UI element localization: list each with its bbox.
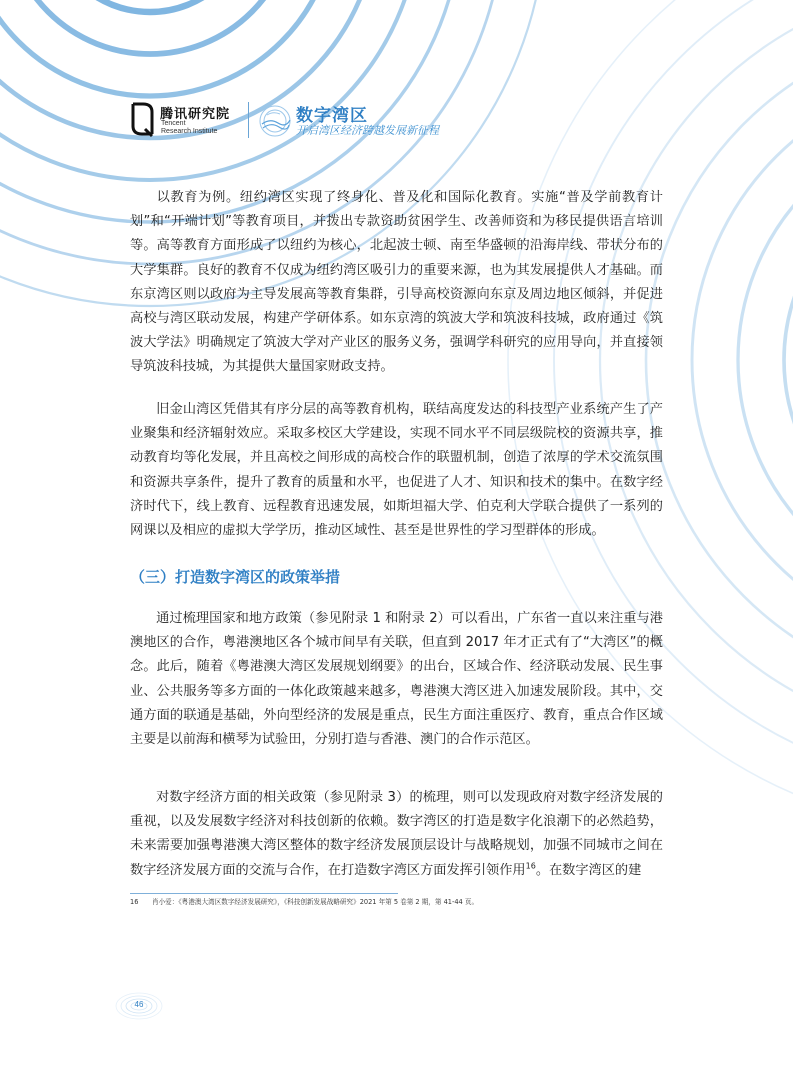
org-name-en-line2: Research Institute [161,128,218,135]
wave-ring [6,0,294,54]
wave-ring [48,0,252,12]
document-title: 数字湾区 [296,106,368,126]
paragraph-text: 旧金山湾区凭借其有序分层的高等教育机构，联结高度发达的科技型产业系统产生了产业聚集和经济辐射效应。采取多校区大学建设，实现不同水平不同层级院校的资源共享，推动教育均等化发展，并且高校之间形成的高校合作的联盟机制，创造了浓厚的学术交流氛围和资源共享条件，提升了教育的质量和水平，也促进了人才、知识和技术的集中。在数字经济时代下，线上教育、远程教育迅速发展，如斯坦福大学、伯克利大学联合提供了一系列的网课以及相应的虚拟大学学历，推动区域性、甚至是世界性的学习型群体的形成。 [130,402,663,539]
wave-ring [646,26,793,694]
footnote-number: 16 [130,898,139,906]
tencent-research-logo-icon [130,100,156,138]
footnote-divider [130,893,398,894]
document-subtitle: 开启湾区经济跨越发展新征程 [296,124,439,137]
wave-ring [0,0,336,96]
body-paragraph [130,786,663,883]
wave-ring [784,164,793,556]
body-paragraph [130,186,663,380]
page-header [130,100,550,144]
org-name-cn: 腾讯研究院 [160,107,231,122]
paragraph-text: 以教育为例。纽约湾区实现了终身化、普及化和国际化教育。实施“普及学前教育计划”和“开端计划”等教育项目，并拨出专款资助贫困学生、改善师资和为移民提供语言培训等。高等教育方面形成了以纽约为核心，北起波士顿、南至华盛顿的沿海岸线、带状分布的大学集群。良好的教育不仅成为纽约湾区吸引力的重要来源，也为其发展提供人才基础。而东京湾区则以政府为主导发展高等教育集群，引导高校资源向东京及周边地区倾斜，并促进高校与湾区联动发展，构建产学研体系。如东京湾的筑波大学和筑波科技城，政府通过《筑波大学法》明确规定了筑波大学对产业区的服务义务，强调学科研究的应用导向，并直接领导筑波科技城，为其提供大量国家财政支持。 [130,190,663,375]
page-number: 46 [134,1000,144,1009]
wave-ring [692,72,793,648]
paragraph-text: 对数字经济方面的相关政策（参见附录 3）的梳理，则可以发现政府对数字经济发展的重视，以及发展数字经济对科技创新的依赖。数字湾区的打造是数字化浪潮下的必然趋势，未来需要加强粤港澳大湾区整体的数字经济发展顶层设计与战略规划，加强不同城市之间在数字经济发展方面的交流与合作，在打造数字湾区方面发挥引领作用 [130,790,663,878]
body-paragraph [130,398,663,543]
footnote-reference: 16 [525,861,536,871]
header-divider [248,102,249,138]
wave-ring [0,0,420,180]
section-heading: （三）打造数字湾区的政策举措 [130,568,341,586]
footnote-text: 肖小爱：《粤港澳大湾区数字经济发展研究》，《科技创新发展战略研究》2021 年第 5 卷第 2 期，第 41-44 页。 [152,898,479,906]
body-paragraph [130,607,663,752]
page-number-badge [115,992,163,1020]
paragraph-text-continued: 。在数字湾区的建 [535,862,642,878]
paragraph-text: 通过梳理国家和地方政策（参见附录 1 和附录 2）可以看出，广东省一直以来注重与港澳地区的合作，粤港澳地区各个城市间早有关联，但直到 2017 年才正式有了“大湾区”的概念。此后，随着《粤港澳大湾区发展规划纲要》的出台，区域合作、经济联动发展、民生事业、公共服务等多方面的一体化政策越来越多，粤港澳大湾区进入加速发展阶段。其中，交通方面的联通是基础，外向型经济的发展是重点，民生方面注重医疗、教育，重点合作区域主要是以前海和横琴为试验田，分别打造与香港、澳门的合作示范区。 [130,611,663,748]
footnote [130,896,478,906]
bay-area-emblem-icon [258,104,292,138]
wave-ring [738,118,793,602]
org-name-en-line1: Tencent [161,120,186,127]
